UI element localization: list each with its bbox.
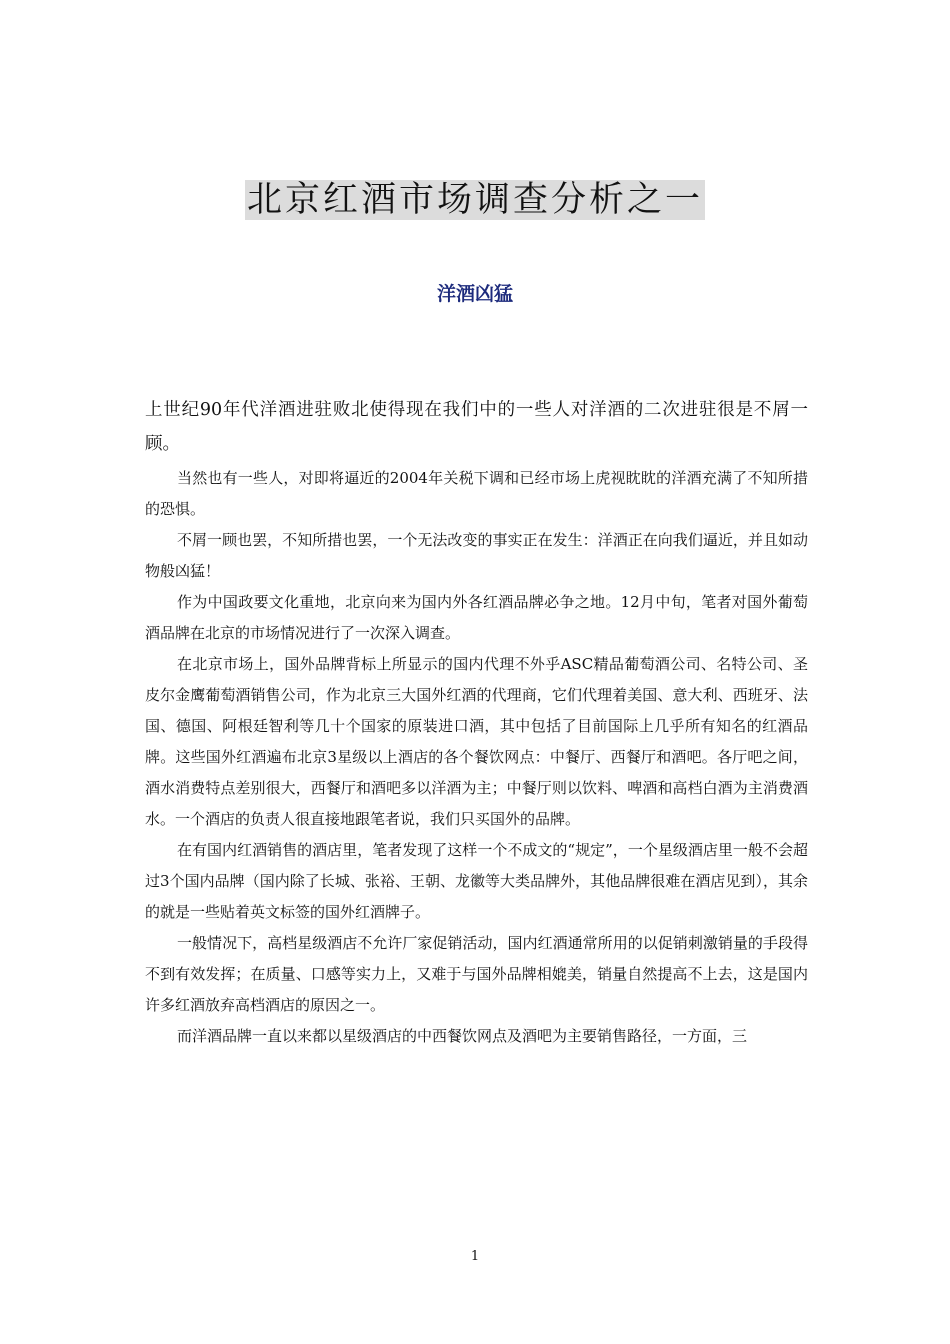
paragraph-4: 在北京市场上，国外品牌背标上所显示的国内代理不外乎ASC精品葡萄酒公司、名特公司、圣皮尔金鹰葡萄酒销售公司，作为北京三大国外红酒的代理商，它们代理着美国、意大利、西班牙、法国、德国、阿根廷智利等几十个国家的原装进口酒，其中包括了目前国际上几乎所有知名的红酒品牌。这些国外红酒遍布北京3星级以上酒店的各个餐饮网点：中餐厅、西餐厅和酒吧。各厅吧之间，酒水消费特点差别很大，西餐厅和酒吧多以洋酒为主；中餐厅则以饮料、啤酒和高档白酒为主消费酒水。一个酒店的负责人很直接地跟笔者说，我们只买国外的品牌。 (145, 655, 808, 828)
paragraph-1: 当然也有一些人，对即将逼近的2004年关税下调和已经市场上虎视眈眈的洋酒充满了不知所措的恐惧。 (145, 469, 808, 518)
lead-paragraph: 上世纪90年代洋酒进驻败北使得现在我们中的一些人对洋酒的二次进驻很是不屑一顾。 (145, 400, 808, 454)
document-body (145, 393, 808, 1052)
paragraph-5: 在有国内红酒销售的酒店里，笔者发现了这样一个不成文的“规定”，一个星级酒店里一般不会超过3个国内品牌（国内除了长城、张裕、王朝、龙徽等大类品牌外，其他品牌很难在酒店见到），其余的就是一些贴着英文标签的国外红酒牌子。 (145, 841, 808, 921)
paragraph-2: 不屑一顾也罢，不知所措也罢，一个无法改变的事实正在发生：洋酒正在向我们逼近，并且如动物般凶猛！ (145, 531, 808, 580)
document-title: 北京红酒市场调查分析之一 (246, 180, 703, 220)
page-number: 1 (470, 1249, 480, 1264)
paragraph-6: 一般情况下，高档星级酒店不允许厂家促销活动，国内红酒通常所用的以促销刺激销量的手段得不到有效发挥；在质量、口感等实力上，又难于与国外品牌相媲美，销量自然提高不上去，这是国内许多红酒放弃高档酒店的原因之一。 (145, 934, 808, 1014)
document-subtitle: 洋酒凶猛 (436, 283, 513, 305)
title-container (0, 180, 950, 220)
paragraph-3: 作为中国政要文化重地，北京向来为国内外各红酒品牌必争之地。12月中旬，笔者对国外葡萄酒品牌在北京的市场情况进行了一次深入调查。 (145, 593, 808, 642)
paragraph-7: 而洋酒品牌一直以来都以星级酒店的中西餐饮网点及酒吧为主要销售路径，一方面，三 (177, 1027, 748, 1045)
